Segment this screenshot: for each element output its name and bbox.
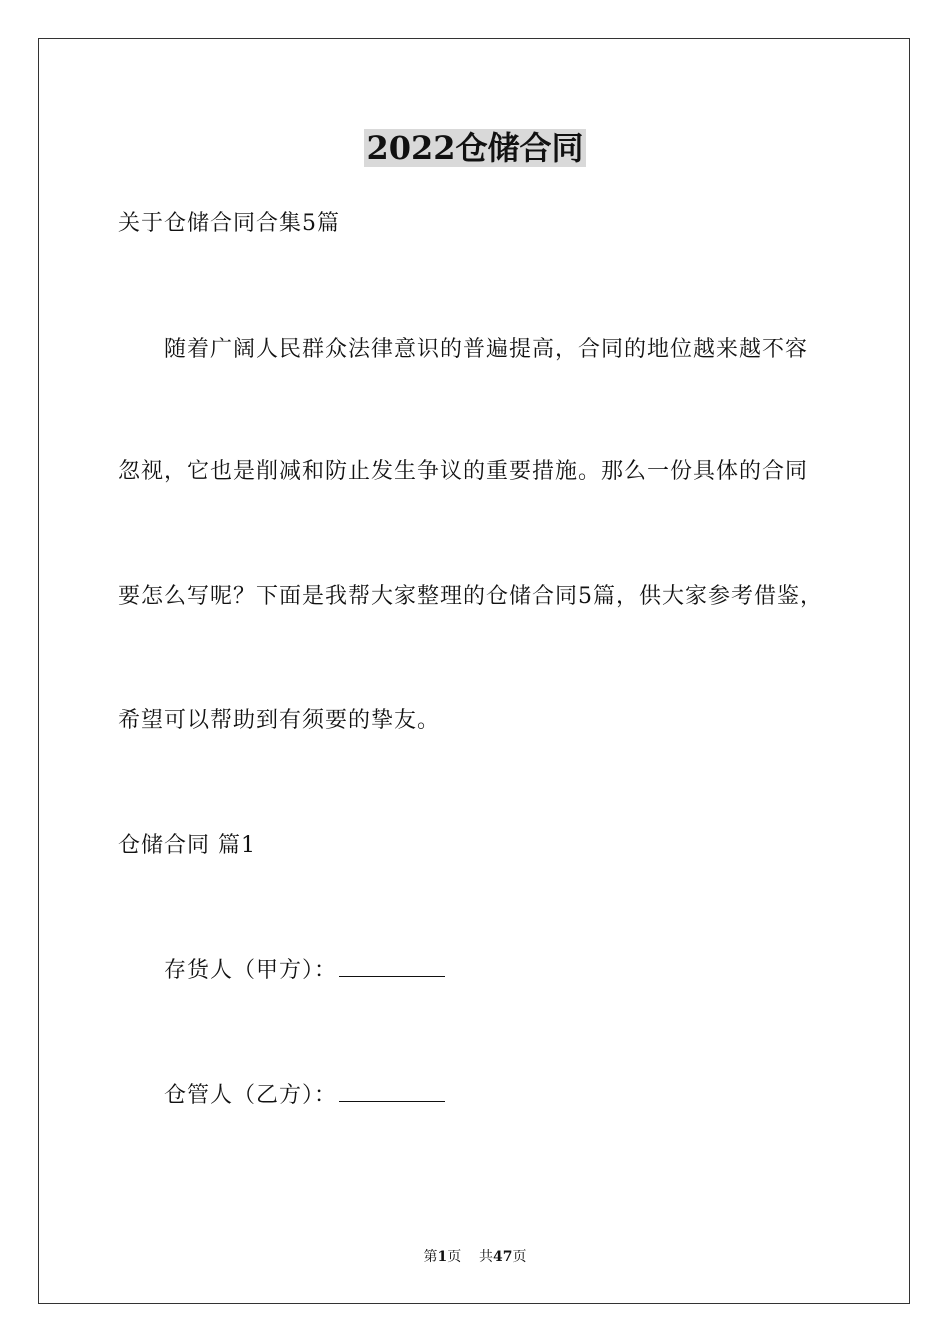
intro-line-3: 要怎么写呢？下面是我帮大家整理的仓储合同5篇，供大家参考借鉴，: [118, 584, 823, 609]
page-footer: [0, 1247, 950, 1267]
party-a-field: [164, 956, 445, 986]
party-b-blank-line: [339, 1081, 445, 1102]
footer-page-prefix: 第: [423, 1249, 438, 1265]
footer-page-number: 1: [437, 1249, 448, 1265]
intro-line-4: 希望可以帮助到有须要的挚友。: [118, 708, 441, 733]
party-a-label: 存货人（甲方）：: [164, 958, 338, 983]
footer-total-pages: 47: [493, 1249, 513, 1265]
party-b-field: [164, 1081, 445, 1111]
section-heading: 仓储合同 篇1: [118, 833, 256, 858]
footer-page-suffix: 页: [447, 1249, 462, 1265]
document-title-text: 2022仓储合同: [366, 129, 584, 167]
party-b-label: 仓管人（乙方）：: [164, 1083, 338, 1108]
document-title: [0, 126, 950, 170]
footer-total-suffix: 页: [512, 1249, 527, 1265]
document-subtitle: 关于仓储合同合集5篇: [118, 211, 340, 236]
intro-line-1: 随着广阔人民群众法律意识的普遍提高，合同的地位越来越不容: [164, 337, 809, 362]
intro-line-2: 忽视，它也是削减和防止发生争议的重要措施。那么一份具体的合同: [118, 459, 809, 484]
footer-total-prefix: 共: [479, 1249, 494, 1265]
party-a-blank-line: [339, 956, 445, 977]
